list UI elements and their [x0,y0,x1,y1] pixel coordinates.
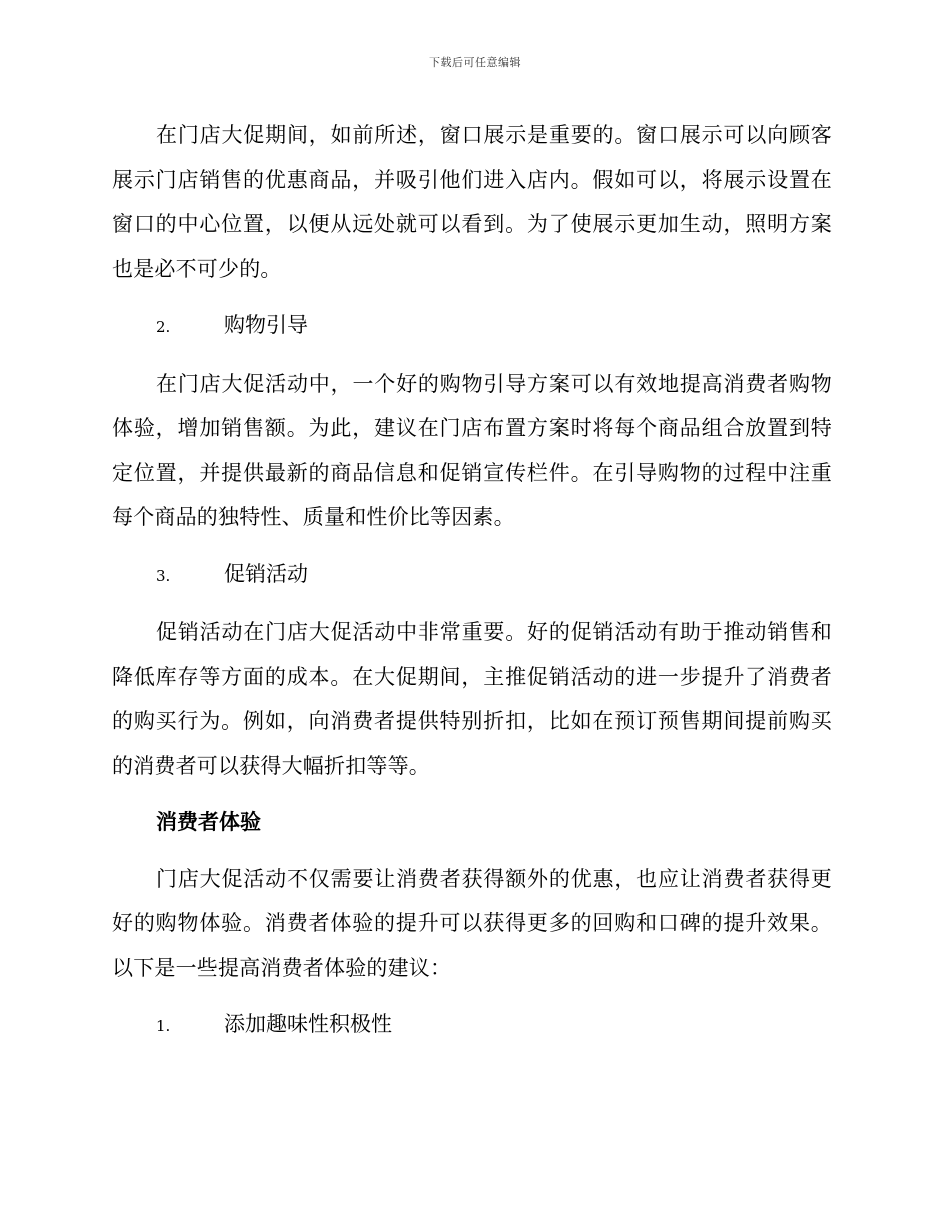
list-item-label: 促销活动 [224,561,308,586]
list-number: 3. [156,566,171,585]
list-item-promotions [112,552,832,599]
list-item-label: 购物引导 [224,313,308,337]
list-number: 2. [156,318,171,336]
list-number: 1. [156,1017,171,1035]
document-body [112,113,832,1061]
list-item-label: 添加趣味性积极性 [224,1012,392,1036]
list-item-shopping-guide [112,303,832,350]
section-heading-consumer-experience: 消费者体验 [156,809,261,834]
paragraph-promotions: 促销活动在门店大促活动中非常重要。好的促销活动有助于推动销售和降低库存等方面的成本。在大促期间，主推促销活动的进一步提升了消费者的购买行为。例如，向消费者提供特别折扣，比如在预订预售期间提前购买的消费者可以获得大幅折扣等等。 [112,620,832,778]
list-item-fun [112,1002,832,1049]
paragraph-consumer-experience: 门店大促活动不仅需要让消费者获得额外的优惠，也应让消费者获得更好的购物体验。消费者体验的提升可以获得更多的回购和口碑的提升效果。以下是一些提高消费者体验的建议： [112,866,832,980]
paragraph-window-display: 在门店大促期间，如前所述，窗口展示是重要的。窗口展示可以向顾客展示门店销售的优惠商品，并吸引他们进入店内。假如可以，将展示设置在窗口的中心位置，以便从远处就可以看到。为了使展示更加生动，照明方案也是必不可少的。 [112,123,832,281]
paragraph-shopping-guide: 在门店大促活动中，一个好的购物引导方案可以有效地提高消费者购物体验，增加销售额。为此，建议在门店布置方案时将每个商品组合放置到特定位置，并提供最新的商品信息和促销宣传栏件。在引导购物的过程中注重每个商品的独特性、质量和性价比等因素。 [112,371,832,529]
header-note: 下载后可任意编辑 [429,56,521,69]
